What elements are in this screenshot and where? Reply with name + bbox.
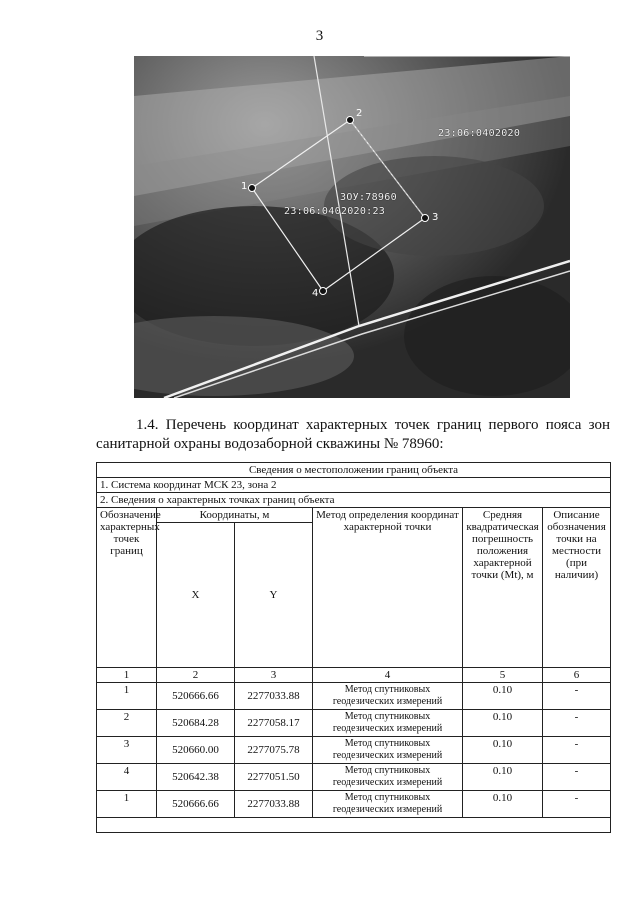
table-row	[97, 737, 611, 764]
satellite-map	[134, 56, 570, 398]
method-cell: Метод спутниковых геодезических измерений	[313, 710, 463, 737]
parcel-center-label: 23:06:0402020:23	[284, 206, 386, 217]
y-cell: 2277033.88	[235, 791, 313, 818]
table-row	[97, 764, 611, 791]
page-number: 3	[315, 28, 324, 44]
mt-cell: 0.10	[463, 764, 543, 791]
method-cell: Метод спутниковых геодезических измерений	[313, 683, 463, 710]
table-title: Сведения о местоположении границ объекта	[97, 463, 611, 478]
parcel-number-label: 23:06:0402020	[438, 128, 521, 139]
header-accuracy: Средняя квадратическая погрешность положения характерной точки (Mt), м	[463, 508, 543, 668]
header-description: Описание обозначения точки на местности (при наличии)	[543, 508, 611, 668]
desc-cell: -	[543, 764, 611, 791]
x-cell: 520666.66	[157, 791, 235, 818]
table-row	[97, 710, 611, 737]
method-cell: Метод спутниковых геодезических измерений	[313, 737, 463, 764]
method-cell: Метод спутниковых геодезических измерений	[313, 791, 463, 818]
mt-cell: 0.10	[463, 710, 543, 737]
map-graphics	[134, 56, 570, 398]
mt-cell: 0.10	[463, 683, 543, 710]
table-row	[97, 791, 611, 818]
header-y: Y	[235, 523, 313, 668]
col-number: 2	[157, 668, 235, 683]
point-cell: 3	[97, 737, 157, 764]
col-number: 3	[235, 668, 313, 683]
point-3-marker	[422, 215, 429, 222]
point-cell: 2	[97, 710, 157, 737]
point-2-marker	[347, 117, 354, 124]
x-cell: 520666.66	[157, 683, 235, 710]
table-row	[97, 683, 611, 710]
point-cell: 4	[97, 764, 157, 791]
mt-cell: 0.10	[463, 737, 543, 764]
coordinate-system: 1. Система координат МСК 23, зона 2	[97, 478, 611, 493]
point-cell: 1	[97, 791, 157, 818]
coordinates-table	[96, 462, 611, 833]
point-label-1: 1	[241, 181, 248, 192]
table-caption: 1.4. Перечень координат характерных точек границ первого пояса зон санитарной охраны водозаборной скважины № 78960:	[96, 417, 610, 452]
table-footer-row	[97, 818, 611, 833]
point-cell: 1	[97, 683, 157, 710]
y-cell: 2277051.50	[235, 764, 313, 791]
y-cell: 2277033.88	[235, 683, 313, 710]
desc-cell: -	[543, 683, 611, 710]
mt-cell: 0.10	[463, 791, 543, 818]
column-number-row	[97, 668, 611, 683]
points-section-title: 2. Сведения о характерных точках границ объекта	[97, 493, 611, 508]
desc-cell: -	[543, 737, 611, 764]
method-cell: Метод спутниковых геодезических измерений	[313, 764, 463, 791]
point-1-marker	[249, 185, 256, 192]
y-cell: 2277075.78	[235, 737, 313, 764]
point-label-2: 2	[356, 108, 363, 119]
desc-cell: -	[543, 710, 611, 737]
x-cell: 520660.00	[157, 737, 235, 764]
header-designation: Обозначение характерных точек границ	[97, 508, 157, 668]
col-number: 4	[313, 668, 463, 683]
empty-footer-cell	[97, 818, 611, 833]
header-x: X	[157, 523, 235, 668]
y-cell: 2277058.17	[235, 710, 313, 737]
point-4-marker	[320, 288, 327, 295]
col-number: 5	[463, 668, 543, 683]
point-label-3: 3	[432, 212, 439, 223]
desc-cell: -	[543, 791, 611, 818]
x-cell: 520684.28	[157, 710, 235, 737]
col-number: 6	[543, 668, 611, 683]
header-coords: Координаты, м	[157, 508, 313, 523]
header-method: Метод определения координат характерной точки	[313, 508, 463, 668]
x-cell: 520642.38	[157, 764, 235, 791]
point-label-4: 4	[312, 288, 319, 299]
col-number: 1	[97, 668, 157, 683]
object-id-label: ЗОУ:78960	[340, 192, 397, 203]
